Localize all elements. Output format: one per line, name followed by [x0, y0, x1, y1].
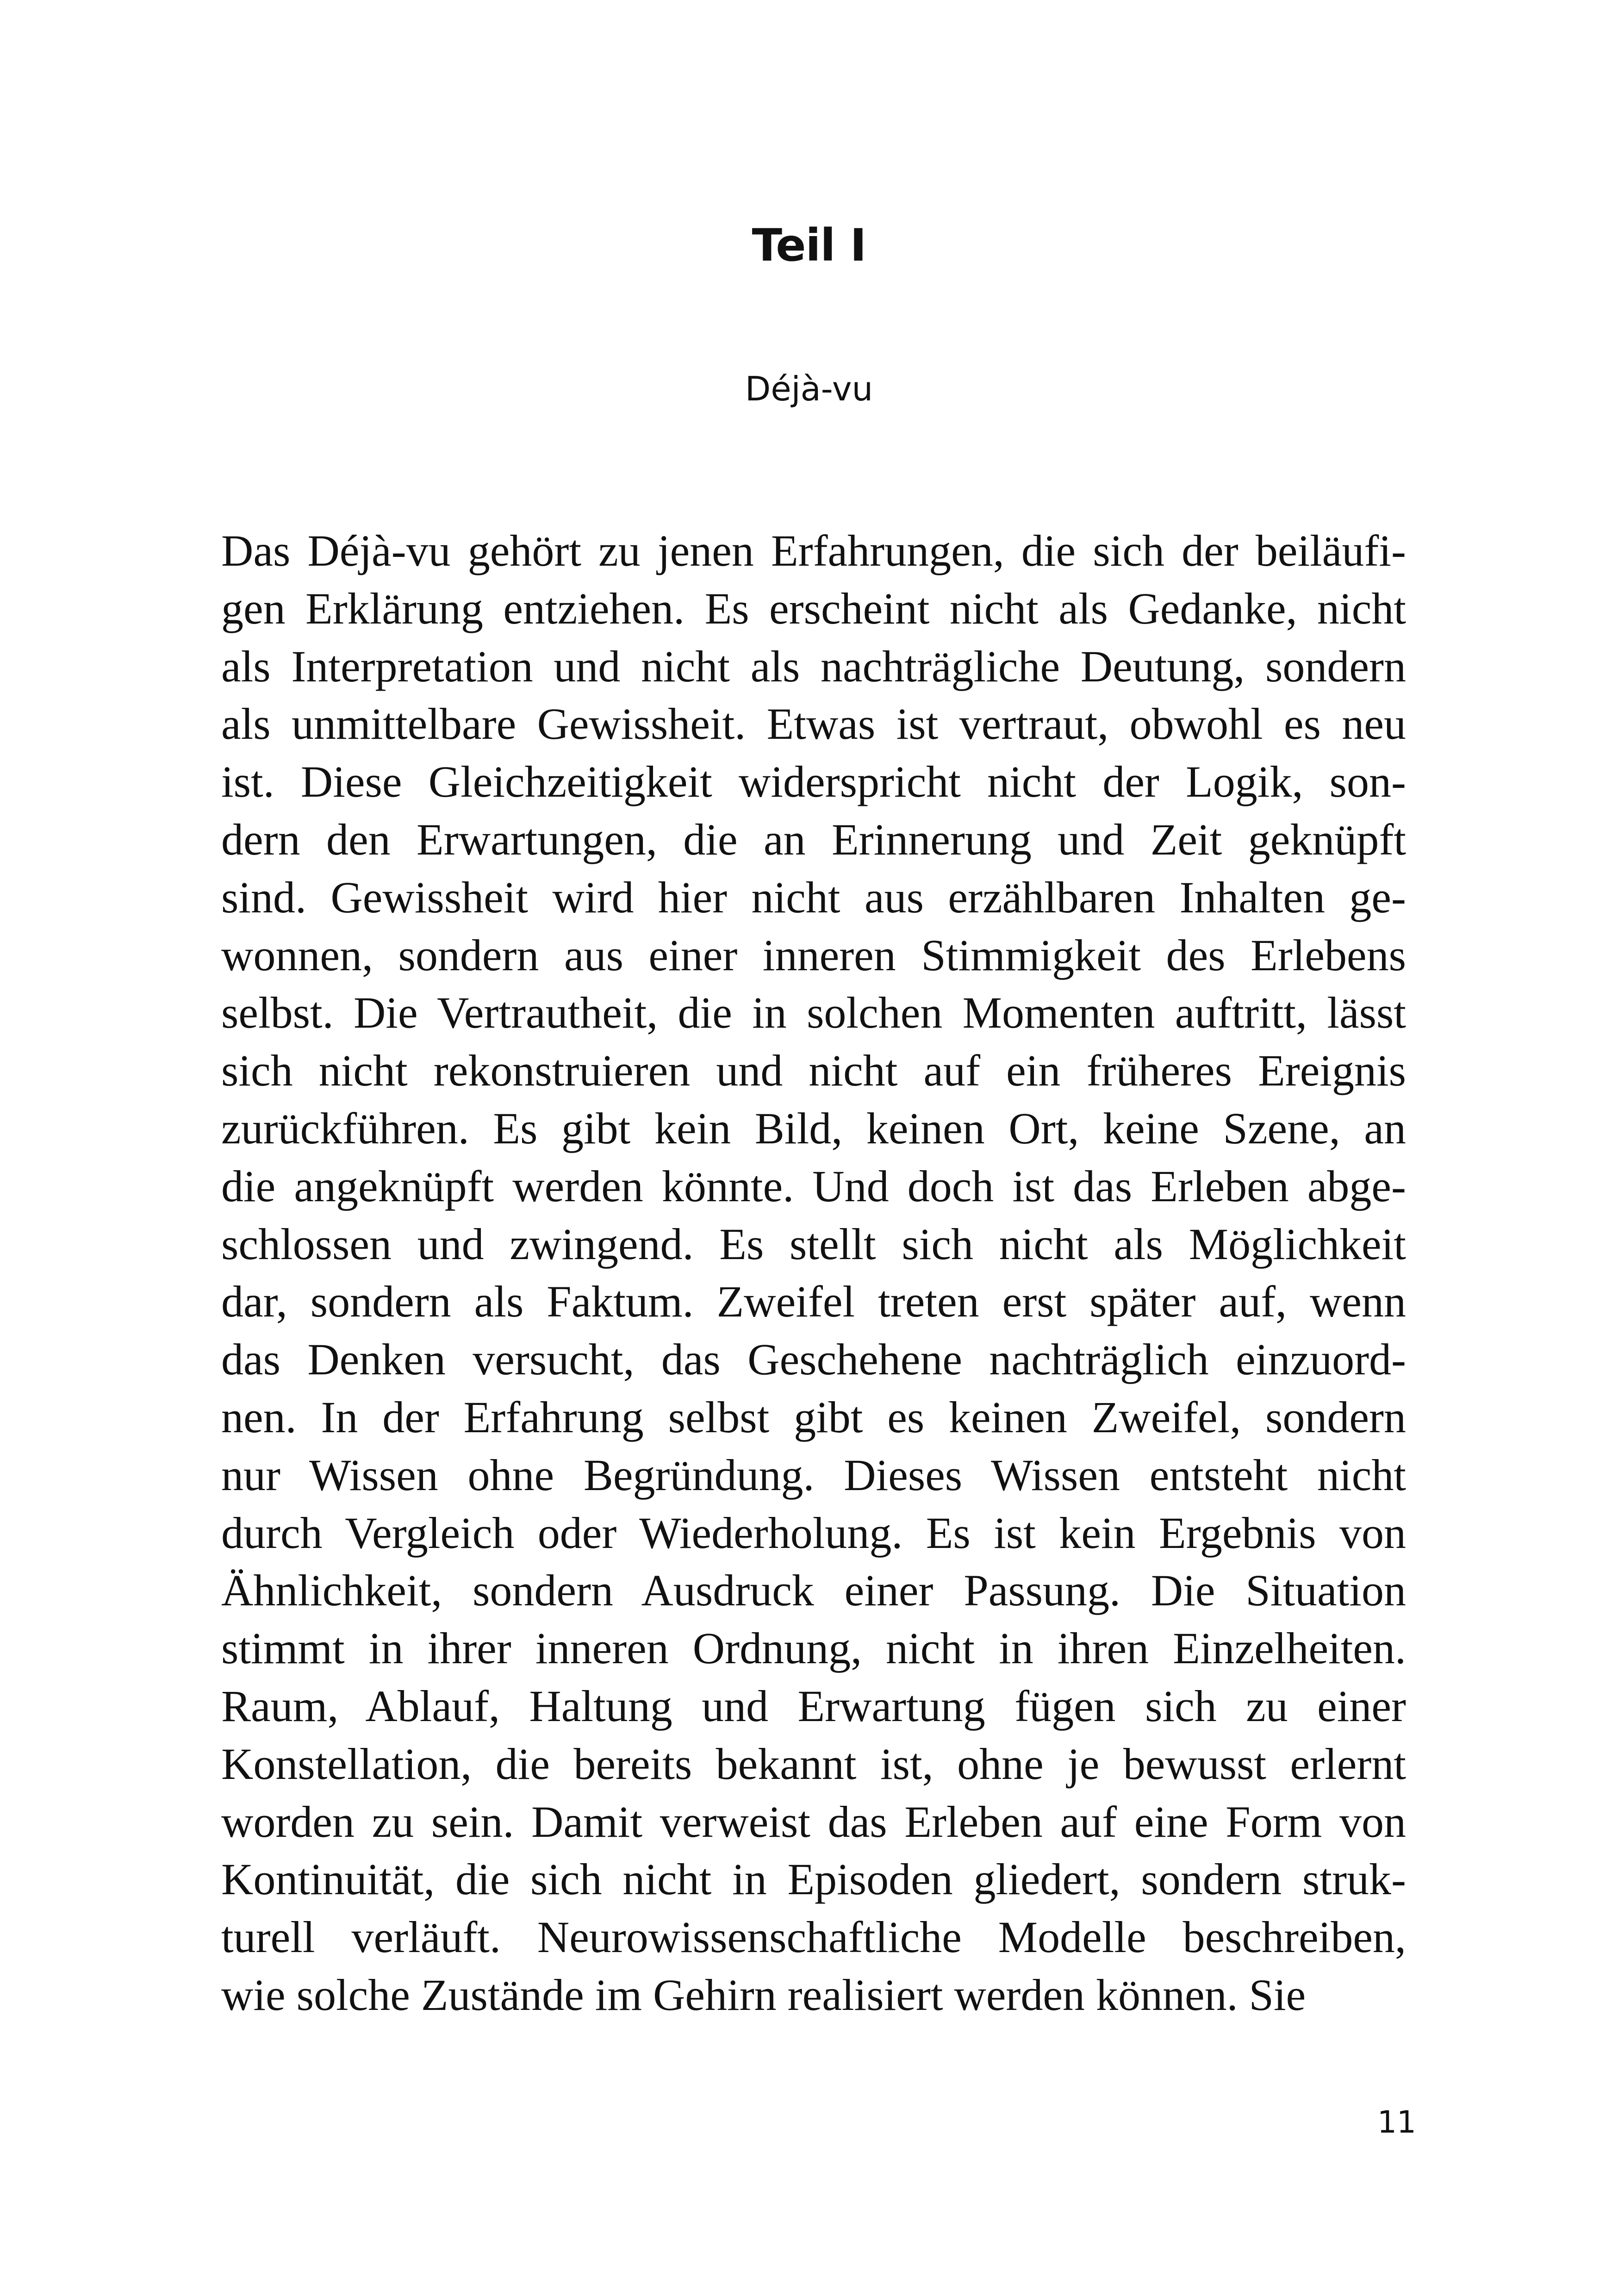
text-line: wie solche Zustände im Gehirn realisiert werden können. Sie — [221, 1970, 1306, 2020]
text-line: gen Erklärung entziehen. Es erscheint nicht als Gedanke, nicht — [221, 583, 1406, 633]
body-text — [221, 522, 1406, 2024]
text-line: als Interpretation und nicht als nachträgliche Deutung, sondern — [221, 641, 1406, 691]
text-line: nur Wissen ohne Begründung. Dieses Wissen entsteht nicht — [221, 1450, 1406, 1500]
text-line: das Denken versucht, das Geschehene nachträglich einzuord- — [221, 1335, 1406, 1385]
text-line: wonnen, sondern aus einer inneren Stimmigkeit des Erlebens — [221, 930, 1406, 980]
text-line: zurückführen. Es gibt kein Bild, keinen Ort, keine Szene, an — [221, 1103, 1406, 1153]
text-line: durch Vergleich oder Wiederholung. Es ist kein Ergebnis von — [221, 1508, 1406, 1558]
text-line: sich nicht rekonstruieren und nicht auf ein früheres Ereignis — [221, 1046, 1406, 1096]
text-line: dar, sondern als Faktum. Zweifel treten erst später auf, wenn — [221, 1277, 1406, 1327]
text-line: turell verläuft. Neurowissenschaftliche Modelle beschreiben, — [221, 1912, 1406, 1962]
text-line: Ähnlichkeit, sondern Ausdruck einer Passung. Die Situation — [221, 1566, 1406, 1616]
text-line: Das Déjà-vu gehört zu jenen Erfahrungen, die sich der beiläufi- — [221, 526, 1406, 575]
text-line: die angeknüpft werden könnte. Und doch ist das Erleben abge- — [221, 1161, 1406, 1211]
text-line: dern den Erwartungen, die an Erinnerung und Zeit geknüpft — [221, 814, 1406, 864]
text-line: als unmittelbare Gewissheit. Etwas ist vertraut, obwohl es neu — [221, 699, 1406, 749]
text-line: Raum, Ablauf, Haltung und Erwartung fügen sich zu einer — [221, 1681, 1406, 1731]
chapter-title: Déjà-vu — [745, 369, 873, 408]
text-line: Kontinuität, die sich nicht in Episoden gliedert, sondern struk- — [221, 1854, 1406, 1904]
part-title: Teil I — [752, 219, 866, 271]
text-line: schlossen und zwingend. Es stellt sich nicht als Möglichkeit — [221, 1219, 1406, 1269]
text-line: nen. In der Erfahrung selbst gibt es keinen Zweifel, sondern — [221, 1392, 1406, 1442]
page-number: 11 — [1377, 2104, 1416, 2140]
text-line: stimmt in ihrer inneren Ordnung, nicht in ihren Einzelheiten. — [221, 1623, 1406, 1673]
text-line: Konstellation, die bereits bekannt ist, ohne je bewusst erlernt — [221, 1739, 1406, 1789]
text-line: worden zu sein. Damit verweist das Erleben auf eine Form von — [221, 1797, 1406, 1847]
text-line: ist. Diese Gleichzeitigkeit widerspricht nicht der Logik, son- — [221, 757, 1406, 807]
text-line: selbst. Die Vertrautheit, die in solchen Momenten auftritt, lässt — [221, 988, 1406, 1038]
text-line: sind. Gewissheit wird hier nicht aus erzählbaren Inhalten ge- — [221, 872, 1406, 922]
